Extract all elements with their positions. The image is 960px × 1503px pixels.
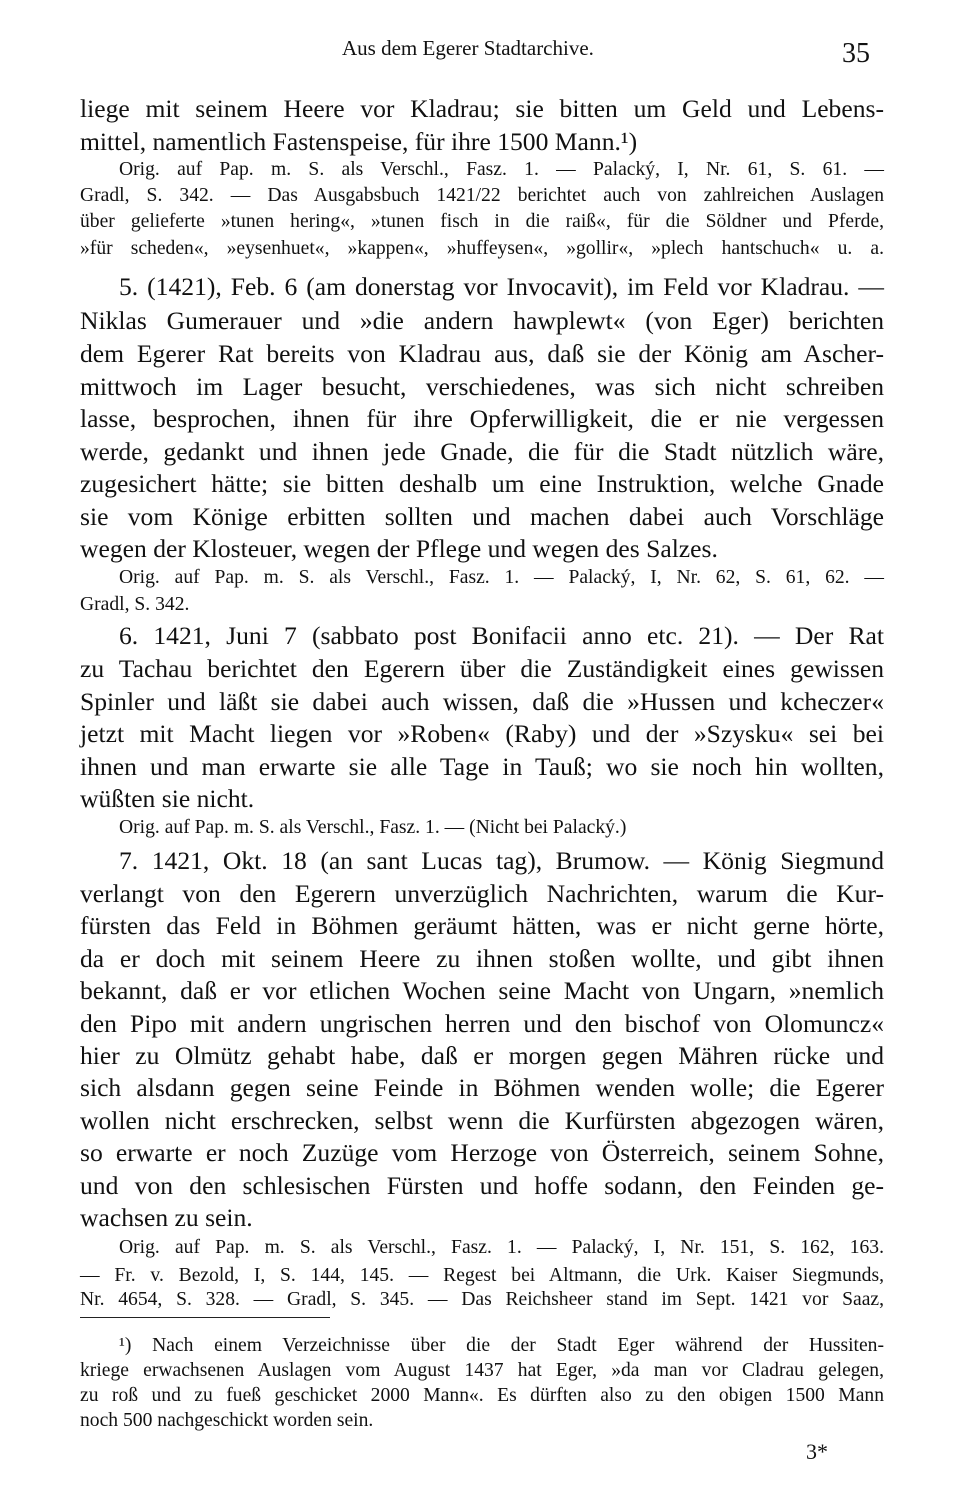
text-line: lasse, besprochen, ihnen für ihre Opferwilligkeit, die er nie vergessen (80, 404, 884, 433)
text-line: so erwarte er noch Zuzüge vom Herzoge von Österreich, seinem Sohne, (80, 1138, 884, 1167)
text-line: hier zu Olmütz gehabt habe, daß er morgen gegen Mähren rücke und (80, 1041, 884, 1070)
citation-line: Gradl, S. 342. (80, 594, 190, 615)
footnote-separator (80, 1317, 330, 1318)
text-line: mittwoch im Lager besucht, verschiedenes, was sich nicht schreiben (80, 372, 884, 401)
text-line: jetzt mit Macht liegen vor »Roben« (Raby) und der »Szysku« sei bei (80, 719, 884, 748)
text-line: wachsen zu sein. (80, 1203, 253, 1232)
text-line: 5. (1421), Feb. 6 (am donerstag vor Invocavit), im Feld vor Kladrau. — (119, 272, 884, 301)
citation-line: Orig. auf Pap. m. S. als Verschl., Fasz. 1. — (Nicht bei Palacký.) (119, 817, 627, 838)
text-line: wollen nicht erschrecken, selbst wenn die Kurfürsten abgezogen wären, (80, 1106, 884, 1135)
footnote-line: zu roß und zu fueß geschicket 2000 Mann«. Es dürften also zu den obigen 1500 Mann (80, 1385, 884, 1406)
signature-mark: 3* (806, 1439, 828, 1464)
text-line: den Pipo mit andern ungrischen herren und den bischof von Olomuncz« (80, 1009, 884, 1038)
text-line: wüßten sie nicht. (80, 784, 255, 813)
text-line: Spinler und läßt sie dabei auch wissen, daß die »Hussen und kcheczer« (80, 687, 884, 716)
citation-line: — Fr. v. Bezold, I, S. 144, 145. — Regest bei Altmann, die Urk. Kaiser Siegmunds, (80, 1265, 884, 1286)
citation-line: Orig. auf Pap. m. S. als Verschl., Fasz. 1. — Palacký, I, Nr. 62, S. 61, 62. — (119, 567, 884, 588)
text-line: verlangt von den Egerern unverzüglich Nachrichten, warum die Kur- (80, 879, 884, 908)
text-line: sich alsdann gegen seine Feinde in Böhmen wenden wolle; die Egerer (80, 1073, 884, 1102)
running-title: Aus dem Egerer Stadtarchive. (342, 36, 594, 60)
text-line: wegen der Klosteuer, wegen der Pflege und wegen des Salzes. (80, 534, 718, 563)
text-line: bekannt, daß er vor etlichen Wochen seine Macht von Ungarn, »nemlich (80, 976, 884, 1005)
text-line: Niklas Gumerauer und »die andern hawplewt« (von Eger) berichten (80, 306, 884, 335)
footnote-line: ¹) Nach einem Verzeichnisse über die der Stadt Eger während der Hussiten- (119, 1335, 884, 1356)
text-line: 7. 1421, Okt. 18 (an sant Lucas tag), Brumow. — König Siegmund (119, 846, 884, 875)
citation-line: Nr. 4654, S. 328. — Gradl, S. 345. — Das Reichsheer stand im Sept. 1421 vor Saaz, (80, 1289, 884, 1310)
text-line: mittel, namentlich Fastenspeise, für ihre 1500 Mann.¹) (80, 127, 638, 156)
text-line: zu Tachau berichtet den Egerern über die Zuständigkeit eines gewissen (80, 654, 884, 683)
text-line: werde, gedankt und ihnen jede Gnade, die für die Stadt nützlich wäre, (80, 437, 884, 466)
text-line: sie vom Könige erbitten sollten und machen dabei auch Vorschläge (80, 502, 884, 531)
text-line: dem Egerer Rat bereits von Kladrau aus, daß sie der König am Ascher- (80, 339, 884, 368)
footnote-line: kriege erwachsenen Auslagen vom August 1437 hat Eger, »da man vor Cladrau gelegen, (80, 1360, 884, 1381)
citation-line: über gelieferte »tunen hering«, »tunen fisch in die raiß«, für die Söldner und Pferde, (80, 211, 884, 232)
text-line: ihnen und man erwarte sie alle Tage in Tauß; wo sie noch hin wollten, (80, 752, 884, 781)
text-line: liege mit seinem Heere vor Kladrau; sie bitten um Geld und Lebens- (80, 94, 884, 123)
page-number: 35 (842, 38, 870, 69)
citation-line: Orig. auf Pap. m. S. als Verschl., Fasz. 1. — Palacký, I, Nr. 151, S. 162, 163. (119, 1237, 884, 1258)
citation-line: Gradl, S. 342. — Das Ausgabsbuch 1421/22 berichtet auch von zahlreichen Auslagen (80, 185, 884, 206)
footnote-line: noch 500 nachgeschickt worden sein. (80, 1410, 374, 1431)
text-line: 6. 1421, Juni 7 (sabbato post Bonifacii anno etc. 21). — Der Rat (119, 621, 884, 650)
text-line: fürsten das Feld in Böhmen geräumt hätten, was er nicht gerne hörte, (80, 911, 884, 940)
text-line: und von den schlesischen Fürsten und hoffe sodann, den Feinden ge- (80, 1171, 884, 1200)
text-line: zugesichert hätte; sie bitten deshalb um eine Instruktion, welche Gnade (80, 469, 884, 498)
citation-line: »für scheden«, »eysenhuet«, »kappen«, »huffeysen«, »gollir«, »plech hantschuch« u. a. (80, 238, 884, 259)
citation-line: Orig. auf Pap. m. S. als Verschl., Fasz. 1. — Palacký, I, Nr. 61, S. 61. — (119, 159, 884, 180)
text-line: da er doch mit seinem Heere zu ihnen stoßen wollte, und gibt ihnen (80, 944, 884, 973)
